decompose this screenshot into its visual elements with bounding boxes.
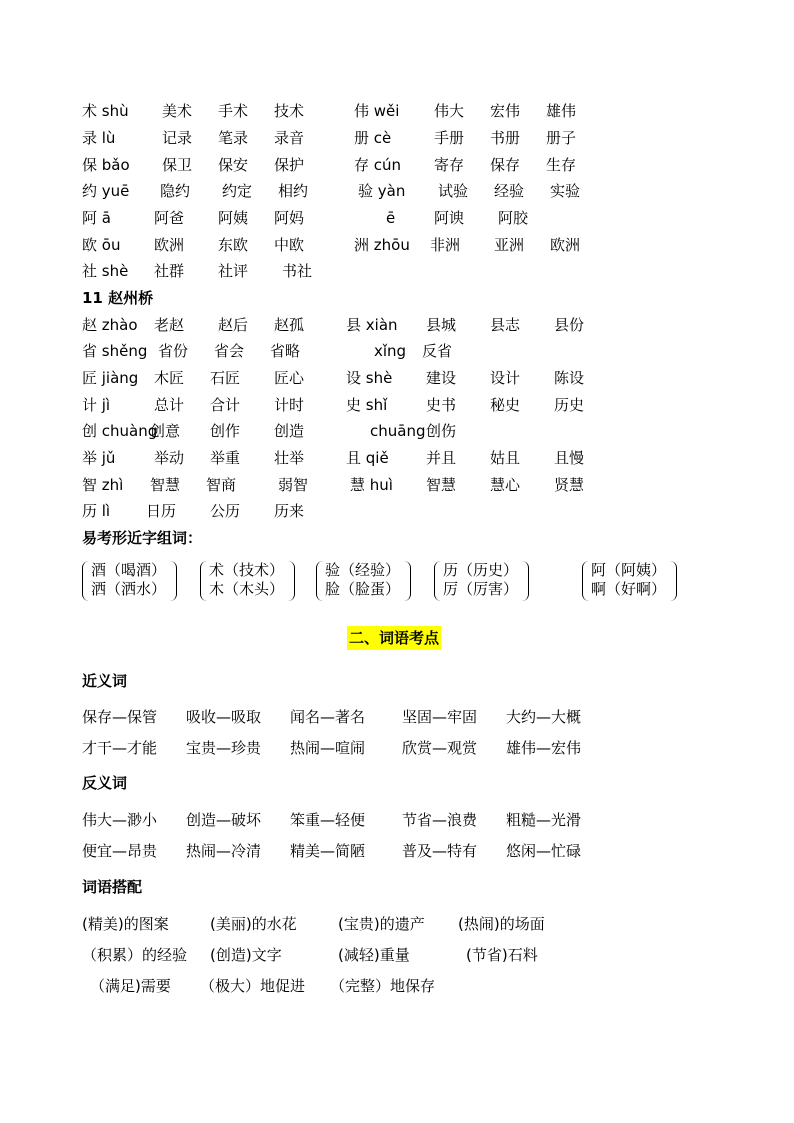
left-brace (200, 561, 207, 601)
word-cell: 保护 (274, 156, 305, 174)
antonyms-title: 反义词 (82, 774, 128, 792)
pair-line: 啊（好啊） (591, 580, 667, 598)
word-cell: 社评 (218, 262, 249, 280)
word-cell: 阿谀 (434, 209, 465, 227)
char-cell: 县 xiàn (346, 316, 398, 334)
word-cell: 弱智 (278, 476, 309, 494)
char-cell: 省 shěng (82, 342, 148, 360)
word-pair: 雄伟—宏伟 (506, 739, 582, 757)
word-pair: 大约—大概 (506, 708, 582, 726)
char-cell: 智 zhì (82, 476, 124, 494)
synonyms-title: 近义词 (82, 672, 128, 690)
word-cell: 老赵 (154, 316, 185, 334)
word-cell: 保卫 (162, 156, 193, 174)
collocation-item: （完整）地保存 (330, 977, 436, 995)
word-cell: 试验 (438, 182, 469, 200)
word-cell: 木匠 (154, 369, 185, 387)
word-pair: 闻名—著名 (290, 708, 366, 726)
word-pair: 吸收—吸取 (186, 708, 262, 726)
similar-chars-title: 易考形近字组词： (82, 529, 203, 547)
word-pair: 热闹—喧闹 (290, 739, 366, 757)
lesson-title: 11 赵州桥 (82, 289, 154, 307)
word-cell: 美术 (162, 102, 193, 120)
left-brace (582, 561, 589, 601)
word-cell: 记录 (162, 129, 193, 147)
right-brace (522, 561, 529, 601)
word-cell: 约定 (222, 182, 253, 200)
collocation-item: (减轻)重量 (338, 946, 410, 964)
similar-chars-pair (443, 561, 518, 599)
word-cell: 非洲 (430, 236, 461, 254)
word-cell: 匠心 (274, 369, 305, 387)
word-cell: 手册 (434, 129, 465, 147)
pair-line: 脸（脸蛋） (325, 580, 401, 598)
char-cell: 洲 zhōu (354, 236, 410, 254)
word-cell: 阿妈 (274, 209, 305, 227)
char-cell: 赵 zhào (82, 316, 138, 334)
word-cell: 智慧 (150, 476, 181, 494)
word-cell: 伟大 (434, 102, 465, 120)
word-pair: 热闹—冷清 (186, 842, 262, 860)
word-cell: 省份 (158, 342, 189, 360)
word-cell: 设计 (490, 369, 521, 387)
word-pair: 悠闲—忙碌 (506, 842, 582, 860)
word-cell: 东欧 (218, 236, 249, 254)
char-cell: xǐng (374, 342, 407, 360)
char-cell: ē (386, 209, 396, 227)
word-cell: 合计 (210, 396, 241, 414)
word-cell: 省略 (270, 342, 301, 360)
similar-chars-pair (325, 561, 400, 599)
word-cell: 壮举 (274, 449, 305, 467)
word-cell: 亚洲 (494, 236, 525, 254)
word-pair: 伟大—渺小 (82, 811, 158, 829)
word-pair: 保存—保管 (82, 708, 158, 726)
similar-chars-group (582, 561, 678, 607)
word-pair: 宝贵—珍贵 (186, 739, 262, 757)
word-cell: 书册 (490, 129, 521, 147)
word-cell: 建设 (426, 369, 457, 387)
word-cell: 保安 (218, 156, 249, 174)
word-pair: 坚固—牢固 (402, 708, 478, 726)
word-cell: 贤慧 (554, 476, 585, 494)
char-cell: 录 lù (82, 129, 116, 147)
word-cell: 寄存 (434, 156, 465, 174)
similar-chars-group (434, 561, 530, 607)
pair-line: 酒（喝酒） (91, 561, 167, 579)
right-brace (670, 561, 677, 601)
char-cell: 欧 ōu (82, 236, 121, 254)
char-cell: 历 lì (82, 502, 111, 520)
word-cell: 手术 (218, 102, 249, 120)
word-cell: 县份 (554, 316, 585, 334)
word-cell: 录音 (274, 129, 305, 147)
collocation-item: (热闹)的场面 (458, 915, 545, 933)
pair-line: 术（技术） (209, 561, 285, 579)
char-cell: 保 bǎo (82, 156, 130, 174)
word-cell: 智慧 (426, 476, 457, 494)
word-pair: 才干—才能 (82, 739, 158, 757)
pair-line: 厉（厉害） (443, 580, 519, 598)
word-cell: 生存 (546, 156, 577, 174)
word-cell: 创造 (274, 422, 305, 440)
word-pair: 欣赏—观赏 (402, 739, 478, 757)
word-cell: 省会 (214, 342, 245, 360)
word-cell: 隐约 (160, 182, 191, 200)
similar-chars-pair (591, 561, 666, 599)
right-brace (404, 561, 411, 601)
pair-line: 验（经验） (325, 561, 401, 579)
word-cell: 创意 (150, 422, 181, 440)
word-cell: 保存 (490, 156, 521, 174)
word-cell: 雄伟 (546, 102, 577, 120)
word-cell: 技术 (274, 102, 305, 120)
word-pair: 节省—浪费 (402, 811, 478, 829)
char-cell: 创 chuàng (82, 422, 158, 440)
char-cell: 社 shè (82, 262, 129, 280)
right-brace (288, 561, 295, 601)
word-cell: 创伤 (426, 422, 457, 440)
word-cell: 举动 (154, 449, 185, 467)
word-cell: 史书 (426, 396, 457, 414)
word-cell: 宏伟 (490, 102, 521, 120)
pair-line: 洒（洒水） (91, 580, 167, 598)
word-cell: 社群 (154, 262, 185, 280)
char-cell: 计 jì (82, 396, 111, 414)
collocation-title: 词语搭配 (82, 878, 143, 896)
left-brace (82, 561, 89, 601)
word-cell: 历史 (554, 396, 585, 414)
char-cell: 伟 wěi (354, 102, 400, 120)
char-cell: 慧 huì (350, 476, 393, 494)
word-cell: 册子 (546, 129, 577, 147)
word-cell: 书社 (282, 262, 313, 280)
word-cell: 赵孤 (274, 316, 305, 334)
char-cell: 验 yàn (358, 182, 406, 200)
word-cell: 欧洲 (154, 236, 185, 254)
word-pair: 笨重—轻便 (290, 811, 366, 829)
word-cell: 中欧 (274, 236, 305, 254)
word-cell: 计时 (274, 396, 305, 414)
word-cell: 慧心 (490, 476, 521, 494)
similar-chars-pair (91, 561, 166, 599)
similar-chars-group (200, 561, 296, 607)
char-cell: 史 shǐ (346, 396, 388, 414)
word-cell: 石匠 (210, 369, 241, 387)
word-cell: 姑且 (490, 449, 521, 467)
word-cell: 县城 (426, 316, 457, 334)
similar-chars-pair (209, 561, 284, 599)
word-cell: 公历 (210, 502, 241, 520)
word-cell: 笔录 (218, 129, 249, 147)
pair-line: 历（历史） (443, 561, 519, 579)
char-cell: 存 cún (354, 156, 402, 174)
section-title: 二、词语考点 (347, 626, 441, 650)
pair-line: 阿（阿姨） (591, 561, 667, 579)
word-cell: 且慢 (554, 449, 585, 467)
collocation-item: （满足)需要 (90, 977, 171, 995)
word-cell: 县志 (490, 316, 521, 334)
word-pair: 创造—破坏 (186, 811, 262, 829)
left-brace (434, 561, 441, 601)
char-cell: 匠 jiàng (82, 369, 139, 387)
word-cell: 相约 (278, 182, 309, 200)
word-cell: 反省 (422, 342, 453, 360)
word-cell: 创作 (210, 422, 241, 440)
pair-line: 木（木头） (209, 580, 285, 598)
char-cell: 举 jǔ (82, 449, 116, 467)
word-pair: 粗糙—光滑 (506, 811, 582, 829)
word-pair: 精美—简陋 (290, 842, 366, 860)
word-cell: 智商 (206, 476, 237, 494)
left-brace (316, 561, 323, 601)
collocation-item: (美丽)的水花 (210, 915, 297, 933)
word-cell: 举重 (210, 449, 241, 467)
word-cell: 实验 (550, 182, 581, 200)
word-cell: 赵后 (218, 316, 249, 334)
collocation-item: (宝贵)的遗产 (338, 915, 425, 933)
char-cell: 阿 ā (82, 209, 111, 227)
collocation-item: （极大）地促进 (200, 977, 306, 995)
word-cell: 经验 (494, 182, 525, 200)
word-cell: 历来 (274, 502, 305, 520)
collocation-item: (创造)文字 (210, 946, 282, 964)
right-brace (170, 561, 177, 601)
collocation-item: (精美)的图案 (82, 915, 169, 933)
similar-chars-group (316, 561, 412, 607)
word-pair: 普及—特有 (402, 842, 478, 860)
word-pair: 便宜—昂贵 (82, 842, 158, 860)
char-cell: 设 shè (346, 369, 393, 387)
collocation-item: (节省)石料 (466, 946, 538, 964)
similar-chars-group (82, 561, 178, 607)
word-cell: 阿爸 (154, 209, 185, 227)
word-cell: 欧洲 (550, 236, 581, 254)
char-cell: 册 cè (354, 129, 392, 147)
char-cell: 且 qiě (346, 449, 389, 467)
word-cell: 总计 (154, 396, 185, 414)
word-cell: 阿胶 (498, 209, 529, 227)
char-cell: chuāng (370, 422, 426, 440)
collocation-item: （积累）的经验 (82, 946, 188, 964)
word-cell: 陈设 (554, 369, 585, 387)
word-cell: 并且 (426, 449, 457, 467)
word-cell: 日历 (146, 502, 177, 520)
word-cell: 秘史 (490, 396, 521, 414)
char-cell: 术 shù (82, 102, 129, 120)
word-cell: 阿姨 (218, 209, 249, 227)
char-cell: 约 yuē (82, 182, 130, 200)
